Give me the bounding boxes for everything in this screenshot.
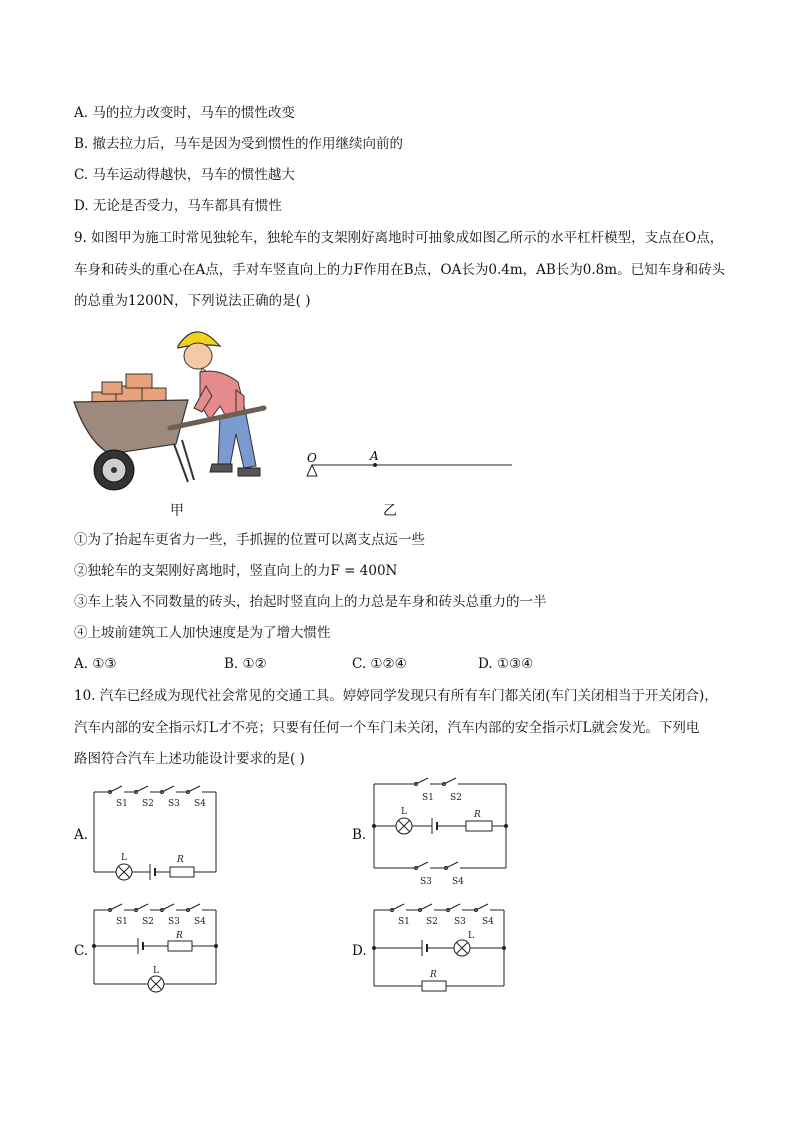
circuit-b-r-label: R [474,810,481,820]
q10-stem-line-2: 汽车内部的安全指示灯L才不亮；只要有任何一个车门未关闭，汽车内部的安全指示灯L就会发光。下列电 [74,720,700,736]
circuit-c-r-label: R [176,931,183,941]
circuit-d-l-label: L [468,931,474,941]
circuit-a-s1-label: S1 [116,799,128,809]
q9-option-d: D. ①③④ [478,656,534,672]
q9-option-a: A. ①③ [74,656,117,672]
circuit-b [366,772,512,892]
wheelbarrow-figure [70,316,270,491]
circuit-b-label: B. [352,827,367,843]
point-o-label: O [307,451,317,465]
circuit-c-s3-label: S3 [168,917,180,927]
q9-option-b: B. ①② [224,656,267,672]
circuit-d-s3-label: S3 [454,917,466,927]
q9-stem-line-1: 9. 如图甲为施工时常见独轮车，独轮车的支架刚好离地时可抽象成如图乙所示的水平杠杆模型，支点在O点， [74,230,724,246]
q8-option-b: B. 撤去拉力后，马车是因为受到惯性的作用继续向前的 [74,136,404,152]
circuit-a [88,782,222,882]
circuit-a-l-label: L [121,853,127,863]
circuit-c-s1-label: S1 [116,917,128,927]
circuit-a-s2-label: S2 [142,799,154,809]
q10-stem-line-1: 10. 汽车已经成为现代社会常见的交通工具。婷婷同学发现只有所有车门都关闭(车门关闭相当于开关闭合)， [74,688,718,704]
point-a-label: A [370,449,379,463]
q9-statement-4: ④上坡前建筑工人加快速度是为了增大惯性 [74,625,331,641]
circuit-c [88,900,222,998]
circuit-b-s4-label: S4 [452,877,464,887]
q8-option-a: A. 马的拉力改变时，马车的惯性改变 [74,105,295,121]
q9-option-c: C. ①②④ [352,656,407,672]
q10-stem-line-3: 路图符合汽车上述功能设计要求的是( ) [74,751,305,767]
circuit-d-s1-label: S1 [398,917,410,927]
circuit-a-s4-label: S4 [194,799,206,809]
circuit-c-s4-label: S4 [194,917,206,927]
circuit-c-s2-label: S2 [142,917,154,927]
q9-statement-1: ①为了抬起车更省力一些，手抓握的位置可以离支点远一些 [74,532,425,548]
circuit-a-s3-label: S3 [168,799,180,809]
circuit-b-s2-label: S2 [450,793,462,803]
q9-stem-line-2: 车身和砖头的重心在A点，手对车竖直向上的力F作用在B点，OA长为0.4m，AB长为0.8m。已知车身和砖头 [74,262,726,278]
figure-jia-caption: 甲 [170,503,184,519]
circuit-a-r-label: R [177,855,184,865]
circuit-d [366,900,510,998]
q8-option-c: C. 马车运动得越快，马车的惯性越大 [74,167,295,183]
q9-stem-line-3: 的总重为1200N，下列说法正确的是( ) [74,293,311,309]
circuit-d-r-label: R [430,970,437,980]
circuit-d-s2-label: S2 [426,917,438,927]
circuit-b-s1-label: S1 [422,793,434,803]
figure-yi-caption: 乙 [383,503,397,519]
q8-option-d: D. 无论是否受力，马车都具有惯性 [74,198,282,214]
circuit-a-label: A. [74,827,89,843]
lever-diagram [300,446,520,486]
circuit-c-label: C. [74,943,89,959]
circuit-b-l-label: L [401,807,407,817]
q9-statement-2: ②独轮车的支架刚好离地时，竖直向上的力F = 400N [74,563,398,579]
circuit-b-s3-label: S3 [420,877,432,887]
q9-statement-3: ③车上装入不同数量的砖头，抬起时竖直向上的力总是车身和砖头总重力的一半 [74,594,547,610]
circuit-c-l-label: L [153,966,159,976]
circuit-d-label: D. [352,943,367,959]
circuit-d-s4-label: S4 [482,917,494,927]
